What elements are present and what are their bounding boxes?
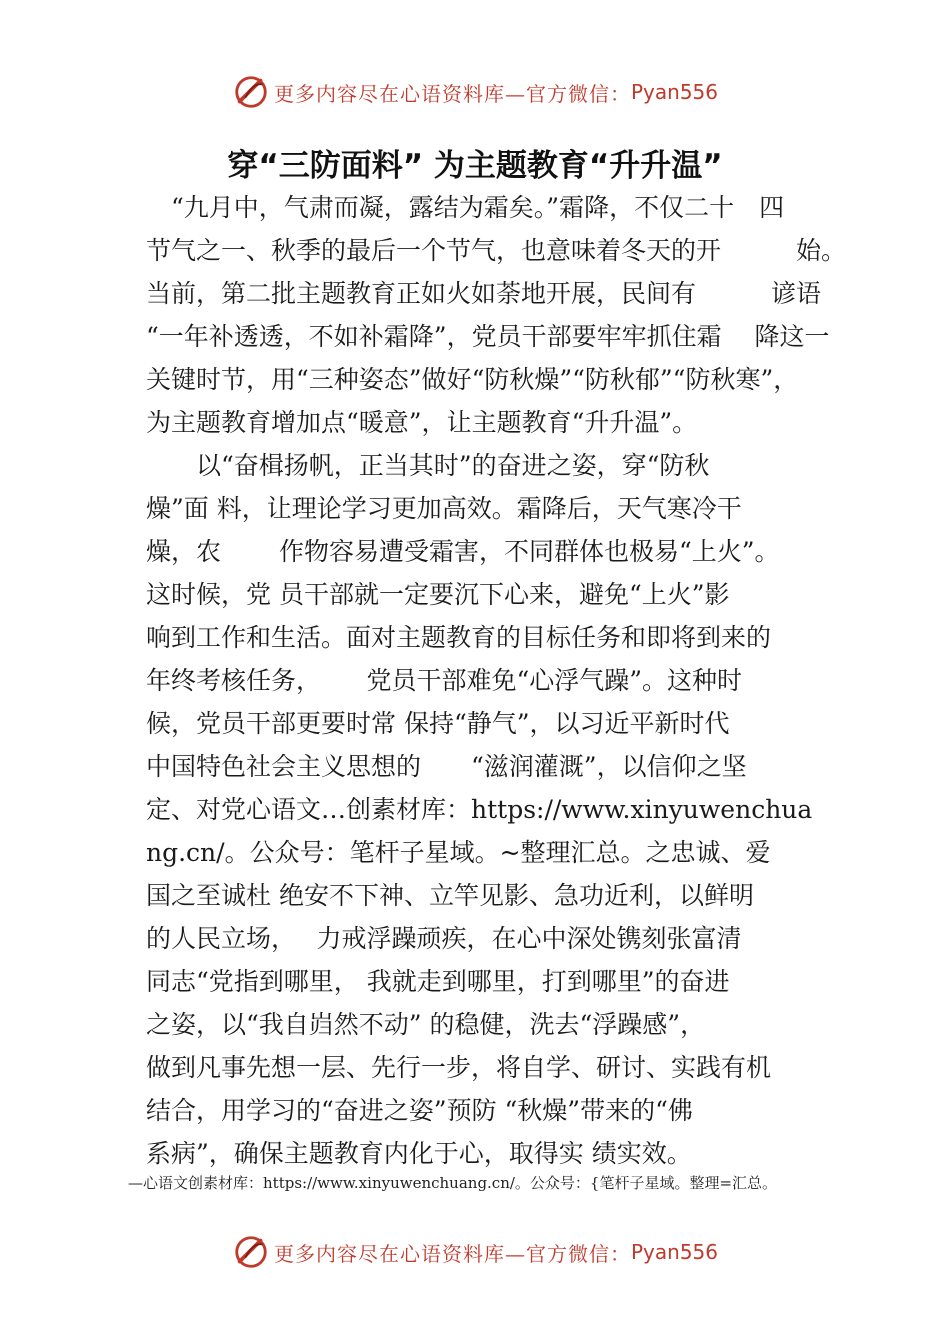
text-line: 燥，农 作物容易遭受霜害，不同群体也极易“上火”。 <box>146 537 780 566</box>
text-line: 之姿，以“我自岿然不动” 的稳健，洗去“浮躁感”， <box>146 1010 706 1039</box>
text-line: 国之至诚杜 绝安不下神、立竿见影、急功近利，以鲜明 <box>146 881 754 910</box>
wechat-id: Pyan556 <box>630 80 718 104</box>
text-line: 同志“党指到哪里， 我就走到哪里，打到哪里”的奋进 <box>146 967 730 996</box>
text-line: 候，党员干部更要时常 保持“静气”，以习近平新时代 <box>146 709 730 738</box>
text-line: 燥”面 料，让理论学习更加高效。霜降后，天气寒冷干 <box>146 494 742 523</box>
text-line: 做到凡事先想一层、先行一步，将自学、研讨、实践有机 <box>146 1053 772 1082</box>
text-line: 结合，用学习的“奋进之姿”预防 “秋燥”带来的“佛 <box>146 1096 693 1125</box>
banner-slogan: 更多内容尽在心语资料库—官方微信： <box>273 1241 631 1266</box>
text-line: “九月中，气肃而凝，露结为霜矣。”霜降，不仅二十 四 <box>146 193 785 222</box>
page-title: 穿“三防面料” 为主题教育“升升温” <box>227 148 723 184</box>
text-line: 年终考核任务， 党员干部难免“心浮气躁”。这种时 <box>146 666 743 695</box>
text-line: 这时候，党 员干部就一定要沉下心来，避免“上火”影 <box>146 580 730 609</box>
text-line: 以“奋楫扬帆，正当其时”的奋进之姿，穿“防秋 <box>146 451 710 480</box>
text-line: 中国特色社会主义思想的 “滋润灌溉”，以信仰之坚 <box>146 752 747 781</box>
pen-swirl-icon <box>232 73 270 111</box>
footer-note: —心语文创素材库：https://www.xinyuwenchuang.cn/。公众号：{笔杆子星域。整理=汇总。 <box>128 1174 778 1192</box>
wechat-id: Pyan556 <box>630 1240 718 1264</box>
banner-slogan: 更多内容尽在心语资料库—官方微信： <box>273 81 631 106</box>
text-line: 为主题教育增加点“暖意”，让主题教育“升升温”。 <box>146 408 698 437</box>
text-line: “一年补透透，不如补霜降”，党员干部要牢牢抓住霜 降这一 <box>146 322 830 351</box>
text-line: 系病”，确保主题教育内化于心，取得实 绩实效。 <box>146 1139 692 1168</box>
text-line: 定、对党心语文…创素材库：https://www.xinyuwenchua <box>146 795 813 824</box>
pen-swirl-icon <box>232 1233 270 1271</box>
header-banner <box>0 72 950 112</box>
text-line: 的人民立场， 力戒浮躁顽疾，在心中深处镌刻张富清 <box>146 924 742 953</box>
text-line: 关键时节，用“三种姿态”做好“防秋燥”“防秋郁”“防秋寒”， <box>146 365 799 394</box>
text-line: 当前，第二批主题教育正如火如荼地开展，民间有 谚语 <box>146 279 822 308</box>
footer-banner <box>0 1232 950 1272</box>
text-line: ng.cn/。公众号：笔杆子星域。~整理汇总。之忠诚、爱 <box>146 838 771 867</box>
text-line: 响到工作和生活。面对主题教育的目标任务和即将到来的 <box>146 623 772 652</box>
text-line: 节气之一、秋季的最后一个节气，也意味着冬天的开 始。 <box>146 236 847 265</box>
